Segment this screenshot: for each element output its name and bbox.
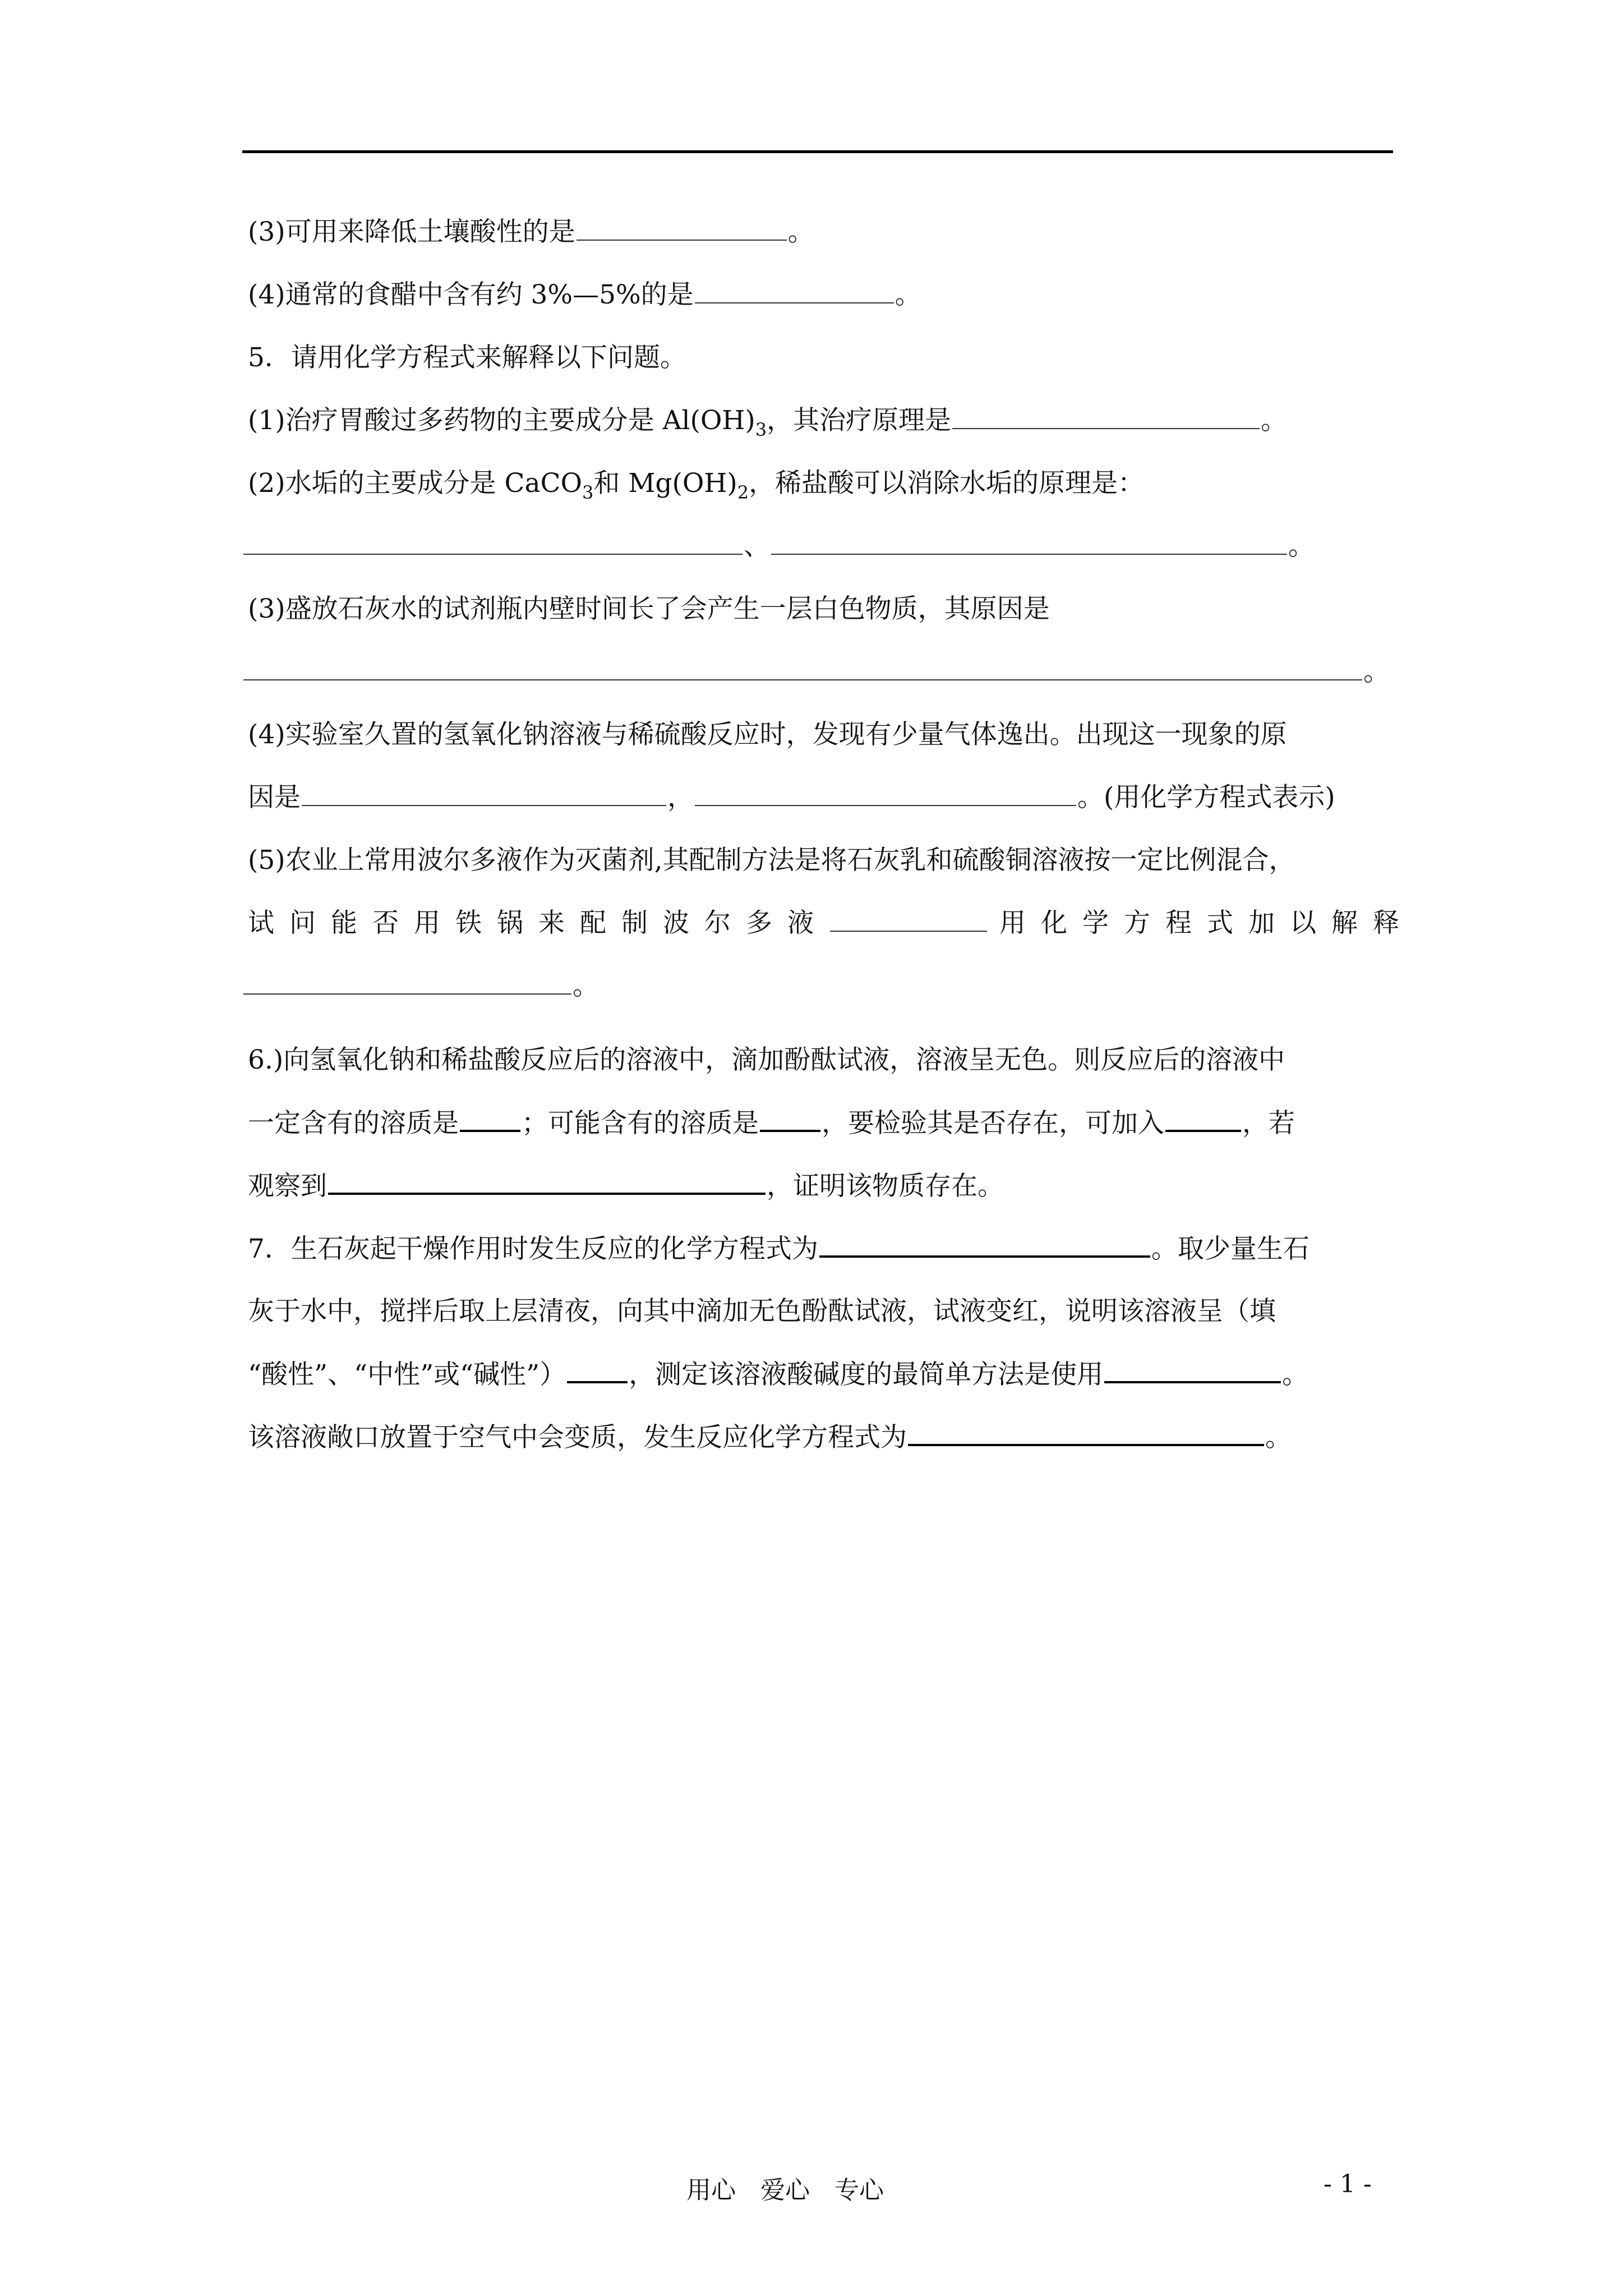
q5-part4-line2: 因是 ， 。(用化学方程式表示) — [248, 782, 1335, 813]
answer-blank[interactable] — [243, 973, 571, 995]
answer-blank[interactable] — [819, 1235, 1150, 1258]
q5-part5-line2: 试问能否用铁锅来配制波尔多液 用化学方程式加以解释 — [248, 908, 1414, 938]
answer-blank[interactable] — [908, 1424, 1264, 1446]
answer-blank[interactable] — [243, 533, 743, 555]
answer-blank[interactable] — [771, 533, 1287, 555]
q5-title: 5．请用化学方程式来解释以下问题。 — [248, 342, 686, 373]
q6-line3: 观察到 ，证明该物质存在。 — [248, 1171, 1004, 1202]
q5-part3-blank: 。 — [242, 659, 1390, 685]
q6-line1: 6.)向氢氧化钠和稀盐酸反应后的溶液中，滴加酚酞试液，溶液呈无色。则反应后的溶液中 — [248, 1045, 1285, 1075]
answer-blank[interactable] — [577, 219, 787, 241]
q5-part3: (3)盛放石灰水的试剂瓶内壁时间长了会产生一层白色物质，其原因是 — [248, 593, 1050, 624]
answer-blank[interactable] — [1165, 1110, 1241, 1132]
answer-blank[interactable] — [243, 659, 1362, 680]
q7-line3: “酸性”、“中性”或“碱性”） ，测定该溶液酸碱度的最简单方法是使用 。 — [248, 1359, 1309, 1390]
answer-blank[interactable] — [460, 1110, 520, 1132]
header-rule — [242, 150, 1393, 153]
q5-part2-blanks: 、 。 — [242, 533, 1315, 559]
q7-line4: 该溶液敞口放置于空气中会变质，发生反应化学方程式为 。 — [248, 1422, 1292, 1453]
q7-line1: 7．生石灰起干燥作用时发生反应的化学方程式为 。取少量生石 — [248, 1234, 1310, 1264]
answer-blank[interactable] — [695, 785, 1076, 806]
answer-blank[interactable] — [567, 1361, 628, 1383]
q5-part5-line1: (5)农业上常用波尔多液作为灭菌剂,其配制方法是将石灰乳和硫酸铜溶液按一定比例混合， — [248, 845, 1295, 876]
q5-part1: (1)治疗胃酸过多药物的主要成分是 $Al(OH)_3$，其治疗原理是 。 — [248, 405, 1288, 440]
answer-blank[interactable] — [1104, 1361, 1281, 1383]
q4-part4: (4)通常的食醋中含有约 3%—5%的是 。 — [248, 279, 921, 310]
q4-part3: (3)可用来降低土壤酸性的是 。 — [248, 217, 814, 247]
answer-blank[interactable] — [830, 910, 987, 932]
page-number: - 1 - — [1324, 2170, 1372, 2198]
answer-blank[interactable] — [695, 282, 894, 303]
answer-blank[interactable] — [328, 1172, 766, 1195]
q5-part2: (2)水垢的主要成分是 CaCO$_3$和 $Mg(OH)_2$，稀盐酸可以消除水垢的原理是： — [248, 468, 1145, 503]
q5-part5-blank: 。 — [242, 973, 599, 999]
answer-blank[interactable] — [302, 785, 666, 806]
q5-part4-line1: (4)实验室久置的氢氧化钠溶液与稀硫酸反应时，发现有少量气体逸出。出现这一现象的原 — [248, 719, 1287, 750]
q7-line2: 灰于水中，搅拌后取上层清夜，向其中滴加无色酚酞试液，试液变红，说明该溶液呈（填 — [248, 1296, 1276, 1327]
footer-motto: 用心 爱心 专心 — [686, 2176, 884, 2205]
q6-line2: 一定含有的溶质是 ；可能含有的溶质是 ，要检验其是否存在，可加入 ，若 — [248, 1108, 1295, 1139]
answer-blank[interactable] — [952, 408, 1260, 429]
answer-blank[interactable] — [760, 1110, 820, 1132]
